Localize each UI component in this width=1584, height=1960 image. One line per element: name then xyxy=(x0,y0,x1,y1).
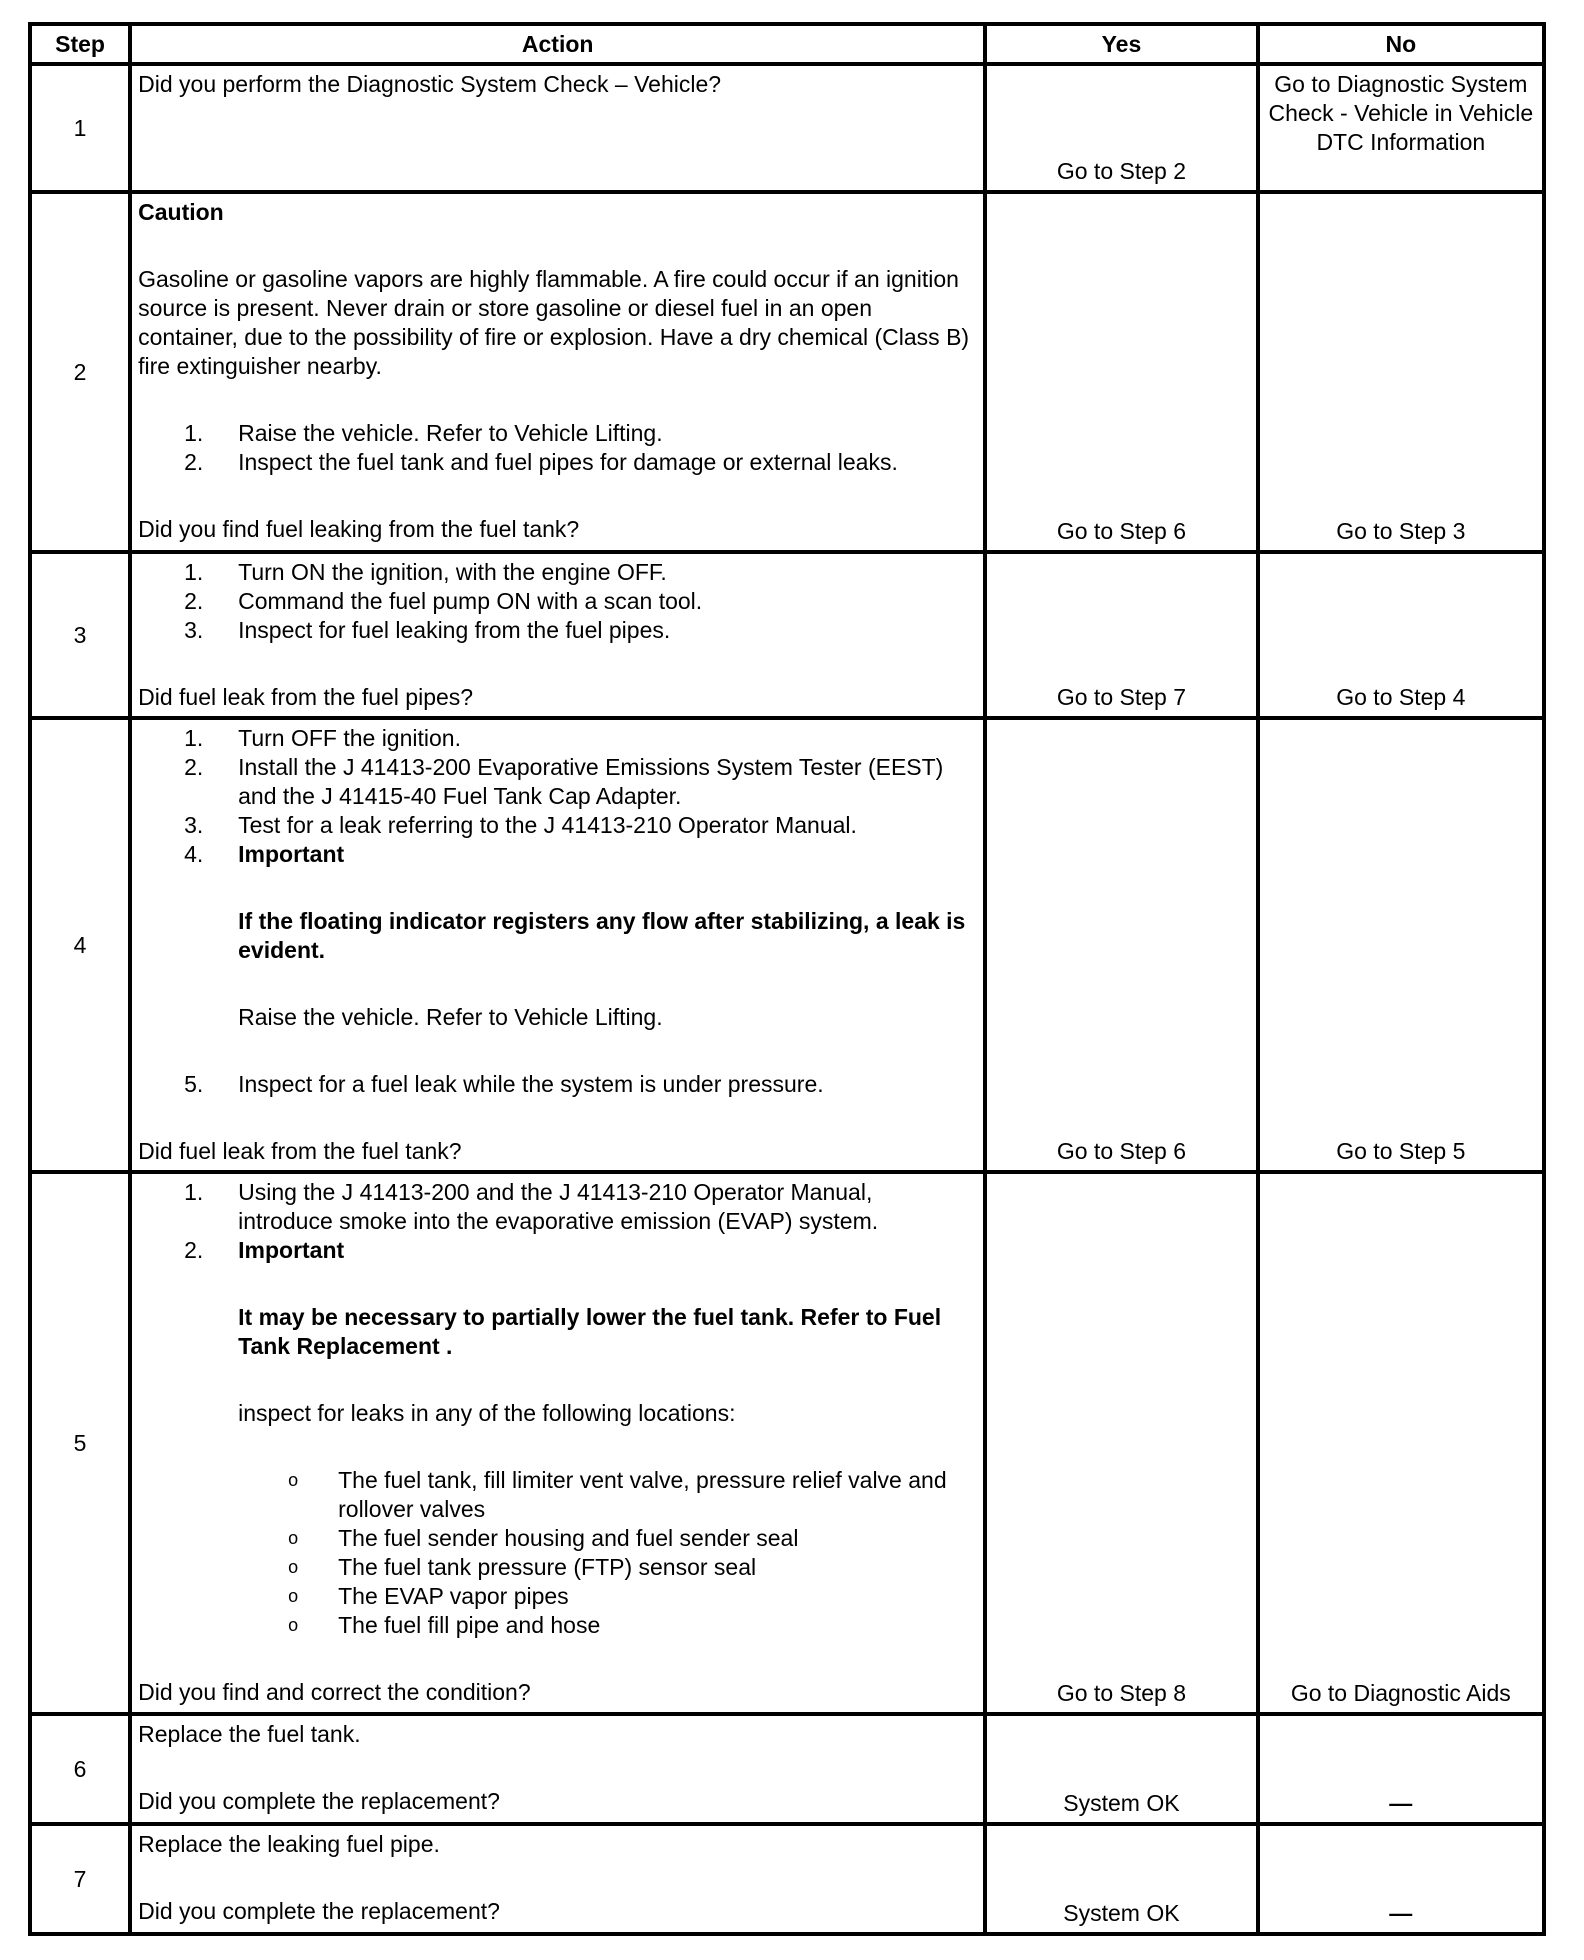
no-cell: — xyxy=(1258,1824,1544,1934)
bullet-marker: o xyxy=(288,1470,299,1490)
item-number: 1. xyxy=(184,1179,204,1205)
action-cell xyxy=(130,192,985,552)
list-item xyxy=(288,1524,973,1553)
table-row xyxy=(30,1172,1544,1714)
item-text: The fuel tank pressure (FTP) sensor seal xyxy=(338,1554,757,1580)
yes-cell: Go to Step 2 xyxy=(985,64,1257,192)
bullet-marker: o xyxy=(288,1557,299,1577)
yes-cell: System OK xyxy=(985,1714,1257,1824)
item-text: Inspect for a fuel leak while the system is under pressure. xyxy=(238,1071,824,1097)
action-cell xyxy=(130,1172,985,1714)
step-list xyxy=(138,419,973,477)
action-cell xyxy=(130,64,985,192)
yes-cell: Go to Step 6 xyxy=(985,718,1257,1172)
list-item xyxy=(138,1236,973,1265)
table-row xyxy=(30,1714,1544,1824)
header-action: Action xyxy=(130,24,985,64)
caution-title: Caution xyxy=(138,199,224,225)
question: Did you complete the replacement? xyxy=(138,1898,500,1924)
question: Did you find fuel leaking from the fuel tank? xyxy=(138,516,580,542)
caution-text: Gasoline or gasoline vapors are highly flammable. A fire could occur if an ignition source is present. Never drain or store gasoline or diesel fuel in an open container, due to the possibility of fire or explosion. Have a dry chemical (Class B) fire extinguisher nearby. xyxy=(138,266,970,379)
question: Did fuel leak from the fuel pipes? xyxy=(138,684,474,710)
list-item xyxy=(288,1466,973,1524)
item-number: 1. xyxy=(184,420,204,446)
yes-cell: Go to Step 7 xyxy=(985,552,1257,718)
no-cell: — xyxy=(1258,1714,1544,1824)
question: Did you find and correct the condition? xyxy=(138,1679,531,1705)
important-label: Important xyxy=(238,841,345,867)
list-item xyxy=(138,753,973,811)
item-text: Test for a leak referring to the J 41413-210 Operator Manual. xyxy=(238,812,857,838)
step-number: 7 xyxy=(30,1824,130,1934)
question: Did you complete the replacement? xyxy=(138,1788,500,1814)
header-no: No xyxy=(1258,24,1544,64)
item-number: 4. xyxy=(184,841,204,867)
important-text: If the floating indicator registers any flow after stabilizing, a leak is evident. xyxy=(238,908,966,963)
list-item xyxy=(138,587,973,616)
header-row xyxy=(30,24,1544,64)
item-text: Command the fuel pump ON with a scan tool. xyxy=(238,588,703,614)
step-number: 1 xyxy=(30,64,130,192)
action-cell xyxy=(130,552,985,718)
step-number: 2 xyxy=(30,192,130,552)
action-cell xyxy=(130,718,985,1172)
step-number: 3 xyxy=(30,552,130,718)
list-item xyxy=(138,419,973,448)
header-yes: Yes xyxy=(985,24,1257,64)
item-number: 2. xyxy=(184,1237,204,1263)
yes-cell: System OK xyxy=(985,1824,1257,1934)
item-number: 1. xyxy=(184,725,204,751)
table-row xyxy=(30,64,1544,192)
table-row xyxy=(30,1824,1544,1934)
step-list xyxy=(138,1070,973,1099)
bullet-marker: o xyxy=(288,1615,299,1635)
no-cell: Go to Step 5 xyxy=(1258,718,1544,1172)
list-item xyxy=(288,1582,973,1611)
list-item xyxy=(138,811,973,840)
no-cell: Go to Diagnostic Aids xyxy=(1258,1172,1544,1714)
item-text: The fuel sender housing and fuel sender seal xyxy=(338,1525,799,1551)
table-row xyxy=(30,718,1544,1172)
table-row xyxy=(30,192,1544,552)
list-item xyxy=(288,1611,973,1640)
after-important-text: Raise the vehicle. Refer to Vehicle Lifting. xyxy=(238,1004,663,1030)
item-text: Turn OFF the ignition. xyxy=(238,725,461,751)
item-text: Raise the vehicle. Refer to Vehicle Lifting. xyxy=(238,420,663,446)
diagnostic-table xyxy=(28,22,1546,1936)
bullet-marker: o xyxy=(288,1528,299,1548)
item-text: Turn ON the ignition, with the engine OFF. xyxy=(238,559,667,585)
step-list xyxy=(138,1178,973,1265)
step-list xyxy=(138,724,973,869)
item-text: Inspect for fuel leaking from the fuel pipes. xyxy=(238,617,671,643)
no-cell: Go to Step 4 xyxy=(1258,552,1544,718)
item-number: 3. xyxy=(184,812,204,838)
question: Did fuel leak from the fuel tank? xyxy=(138,1138,462,1164)
item-text: The fuel fill pipe and hose xyxy=(338,1612,601,1638)
step-number: 6 xyxy=(30,1714,130,1824)
action-cell xyxy=(130,1824,985,1934)
no-cell: Go to Diagnostic System Check - Vehicle in Vehicle DTC Information xyxy=(1258,64,1544,192)
list-item xyxy=(138,448,973,477)
after-important-text: inspect for leaks in any of the following locations: xyxy=(238,1400,736,1426)
item-text: The fuel tank, fill limiter vent valve, pressure relief valve and rollover valves xyxy=(338,1467,947,1522)
header-step: Step xyxy=(30,24,130,64)
important-block xyxy=(138,1303,973,1428)
bullet-marker: o xyxy=(288,1586,299,1606)
list-item xyxy=(138,724,973,753)
item-number: 1. xyxy=(184,559,204,585)
item-text: Install the J 41413-200 Evaporative Emissions System Tester (EEST) and the J 41415-40 Fuel Tank Cap Adapter. xyxy=(238,754,944,809)
yes-cell: Go to Step 8 xyxy=(985,1172,1257,1714)
important-block xyxy=(138,907,973,1032)
item-number: 5. xyxy=(184,1071,204,1097)
step-number: 4 xyxy=(30,718,130,1172)
location-list xyxy=(138,1466,973,1640)
action-cell xyxy=(130,1714,985,1824)
list-item xyxy=(138,616,973,645)
list-item xyxy=(288,1553,973,1582)
item-number: 2. xyxy=(184,449,204,475)
item-text: Inspect the fuel tank and fuel pipes for damage or external leaks. xyxy=(238,449,898,475)
table-row xyxy=(30,552,1544,718)
important-text: It may be necessary to partially lower the fuel tank. Refer to Fuel Tank Replacement . xyxy=(238,1304,942,1359)
step-number: 5 xyxy=(30,1172,130,1714)
item-text: The EVAP vapor pipes xyxy=(338,1583,569,1609)
list-item xyxy=(138,1070,973,1099)
item-number: 2. xyxy=(184,754,204,780)
no-cell: Go to Step 3 xyxy=(1258,192,1544,552)
yes-cell: Go to Step 6 xyxy=(985,192,1257,552)
instruction: Replace the fuel tank. xyxy=(138,1721,361,1747)
question: Did you perform the Diagnostic System Check – Vehicle? xyxy=(138,71,722,97)
item-number: 3. xyxy=(184,617,204,643)
list-item xyxy=(138,1178,973,1236)
list-item xyxy=(138,558,973,587)
item-number: 2. xyxy=(184,588,204,614)
list-item xyxy=(138,840,973,869)
step-list xyxy=(138,558,973,645)
instruction: Replace the leaking fuel pipe. xyxy=(138,1831,440,1857)
item-text: Using the J 41413-200 and the J 41413-210 Operator Manual, introduce smoke into the evaporative emission (EVAP) system. xyxy=(238,1179,879,1234)
important-label: Important xyxy=(238,1237,345,1263)
diagnostic-table-container xyxy=(28,22,1546,1936)
